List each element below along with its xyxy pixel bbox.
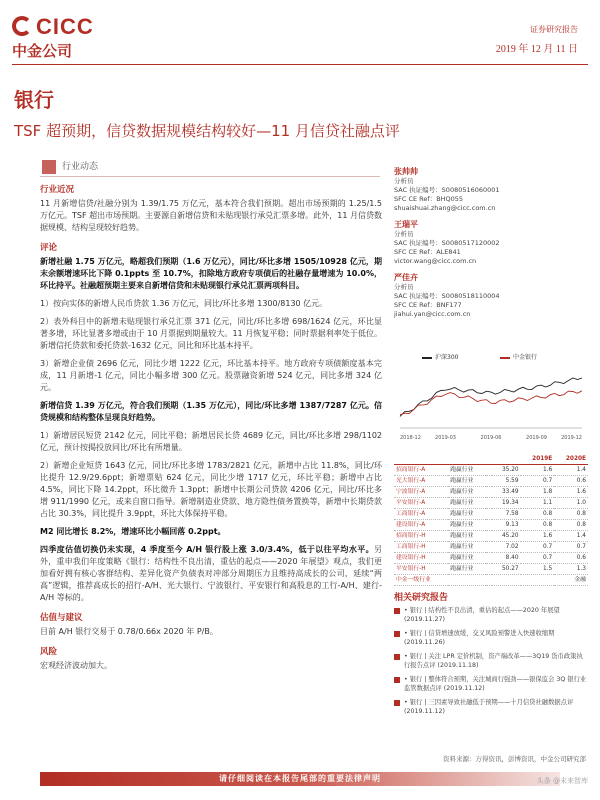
table-cell: 1.5 <box>521 564 555 575</box>
performance-chart <box>394 352 588 442</box>
paragraph: 宏观经济波动加大。 <box>40 661 112 670</box>
table-cell: 0.8 <box>554 509 588 520</box>
table-cell: 0.8 <box>554 520 588 531</box>
table-cell: 1.1 <box>521 498 555 509</box>
related-item[interactable]: • 银行 | 信贷增速放缓，交叉风险预警进入快速收缩期 (2019.11.26) <box>394 629 588 647</box>
analyst-sfc: SFC CE Ref：BNF177 <box>394 301 462 309</box>
analyst-email[interactable]: victor.wang@cicc.com.cn <box>394 257 477 265</box>
related-item[interactable]: • 银行 | 关注 LPR 定价机制，资产端改革——3Q19 货币政策执行报告点评 (2019.11.18) <box>394 652 588 670</box>
analyst-sac: SAC 执证编号：S0080518110004 <box>394 292 500 300</box>
footer-disclaimer: 请仔细阅读在本报告尾部的重要法律声明 <box>219 774 381 783</box>
table-cell: 1.6 <box>521 531 555 542</box>
table-cell: 建设银行-A <box>394 520 448 531</box>
table-cell: 金融 <box>554 575 588 586</box>
legend-swatch-icon <box>500 357 510 359</box>
table-row <box>394 553 588 564</box>
table-cell: 招商银行-A <box>394 465 448 476</box>
table-cell: 跑赢行业 <box>448 542 486 553</box>
table-header: 2020E <box>554 454 588 465</box>
table-cell: 1.0 <box>554 498 588 509</box>
table-cell: 跑赢行业 <box>448 465 486 476</box>
paragraph: 2）新增企业短贷 1643 亿元，同比/环比多增 1783/2821 亿元，新增中占比 11.8%，同比/环比提升 12.9/29.6ppt；新增票贴 624 亿元，同比少增 1717 亿元，环比平稳；新增中占比 4.5%，同比下降 14.2ppt，环比微升 1.3ppt；新增中长期公司贷款 4206 亿元，同比/环比多增 911/1990 亿元，或来自窗口指导。新增制造业贷款、地方隐性债务置换等，新增中长期贷款占比 30.3%，同比提升 3.9ppt，环比大体保持平稳。 <box>40 461 382 518</box>
analyst-panel <box>394 166 588 319</box>
analyst-name: 严佳卉 <box>394 273 418 282</box>
table-cell: 平安银行-A <box>394 498 448 509</box>
report-type: 证券研究报告 <box>530 25 578 34</box>
table-cell: 0.7 <box>554 542 588 553</box>
report-tag: 行业动态 <box>62 162 99 172</box>
section-heading-industry: 行业近况 <box>40 185 75 195</box>
x-tick-label: 2019-03 <box>435 435 456 441</box>
x-tick-label: 2019-12 <box>561 435 582 441</box>
paragraph: 1）按向实体的新增人民币贷款 1.36 万亿元，同比/环比多增 1300/8130 亿元。 <box>40 299 328 308</box>
table-row <box>394 575 588 586</box>
table-cell: 跑赢行业 <box>448 509 486 520</box>
paragraph-bold: 新增信贷 1.39 万亿元，符合我们预期（1.35 万亿元），同比/环比多增 1387/7287 亿元。信贷规模和结构整体呈现良好趋势。 <box>40 401 382 422</box>
cicc-logo <box>12 14 94 60</box>
analyst-email[interactable]: shuaishuai.zhang@cicc.com.cn <box>394 204 496 212</box>
paragraph-bold: 新增社融 1.75 万亿元，略超我们预期（1.6 万亿元），同比/环比多增 1505/10928 亿元，期末余额增速环比下降 0.1ppts 至 10.7%，扣除地方政府专项债后的社融存量增速为 10.0%，环比持平。社融超预期主要来自新增信贷和未贴现银行承兑汇票两项科目。 <box>40 257 382 290</box>
report-title: TSF 超预期，信贷数据规模结构较好—11 月信贷社融点评 <box>14 122 400 140</box>
header-divider <box>12 64 588 65</box>
table-cell: 跑赢行业 <box>448 564 486 575</box>
related-list <box>394 606 588 721</box>
table-cell: 0.8 <box>521 509 555 520</box>
x-tick-label: 2019-09 <box>526 435 547 441</box>
table-header: 2019E <box>521 454 555 465</box>
analyst-name: 张帅帅 <box>394 167 418 176</box>
x-tick-label: 2019-06 <box>480 435 502 441</box>
paragraph-bold: M2 同比增长 8.2%，增速环比小幅回落 0.2ppt。 <box>40 527 226 536</box>
table-cell: 跑赢行业 <box>448 487 486 498</box>
legend-swatch-icon <box>422 357 432 359</box>
analyst-sfc: SFC CE Ref：ALE841 <box>394 248 461 256</box>
analyst-role: 分析员 <box>394 283 414 291</box>
table-cell: 1.6 <box>554 487 588 498</box>
sector-title: 银行 <box>14 88 54 112</box>
table-row <box>394 520 588 531</box>
table-cell: 跑赢行业 <box>448 520 486 531</box>
paragraph: 2）表外科目中的新增未贴现银行承兑汇票 371 亿元，同比/环比多增 698/1624 亿元，环比显著多增，环比显著多增或由于 10 月票据到期量较大。11 月恢复平稳；同时票据利率处于低位。新增信托贷款和委托贷款-1632 亿元，同比和环比基本持平。 <box>40 317 382 350</box>
analyst-role: 分析员 <box>394 230 414 238</box>
section-heading-risk: 风险 <box>40 647 58 657</box>
table-cell: 7.02 <box>492 542 521 553</box>
logo-cn: 中金公司 <box>12 42 73 60</box>
table-row <box>394 564 588 575</box>
table-cell: 45.20 <box>492 531 521 542</box>
analyst-sac: SAC 执证编号：S0080517120002 <box>394 239 500 247</box>
table-header-row <box>394 454 588 465</box>
paragraph: 目前 A/H 银行交易于 0.78/0.66x 2020 年 P/B。 <box>40 627 218 636</box>
cicc-logo-mark-icon <box>12 16 32 36</box>
table-cell: 35.20 <box>492 465 521 476</box>
table-cell: 1.6 <box>521 465 555 476</box>
table-cell: 1.3 <box>554 564 588 575</box>
table-cell: 0.8 <box>521 520 555 531</box>
table-cell: 8.40 <box>492 553 521 564</box>
table-cell: 0.7 <box>521 476 555 487</box>
table-row <box>394 487 588 498</box>
table-cell: 跑赢行业 <box>448 498 486 509</box>
table-cell: 0.6 <box>554 553 588 564</box>
table-cell: 5.59 <box>492 476 521 487</box>
table-row <box>394 465 588 476</box>
tag-square-icon <box>42 160 56 174</box>
table-cell: 19.34 <box>492 498 521 509</box>
table-row <box>394 531 588 542</box>
paragraph <box>40 544 382 604</box>
table-cell: 0.7 <box>521 553 555 564</box>
report-date: 2019 年 12 月 11 日 <box>495 44 578 55</box>
table-row <box>394 476 588 487</box>
analyst-email[interactable]: jiahui.yan@cicc.com.cn <box>394 310 471 318</box>
related-title: 相关研究报告 <box>394 593 449 603</box>
tag-divider <box>40 176 380 177</box>
paragraph-rest: 另外，重申我们年度策略《银行：结构性不良出清，重估的起点——2020 年展望》观点，我们更加看好拥有核心客群结构、差异化资产负债表对冲部分周期压力且维持高成长的公司，延续“两高”逻辑，推荐高成长的招行-A/H、光大银行、宁波银行、平安银行和高股息的工行-A/H、建行-A/H 等标的。 <box>40 545 382 602</box>
table-cell: 9.13 <box>492 520 521 531</box>
paragraph: 3）新增企业债 2696 亿元，同比少增 1222 亿元，环比基本持平。地方政府专项债额度基本完成，11 月新增-1 亿元，同比小幅多增 300 亿元。股票融资新增 524 亿元，同比多增 324 亿元。 <box>40 359 382 392</box>
section-heading-comment: 评论 <box>40 243 58 253</box>
table-cell: 中金一级行业 <box>394 575 448 586</box>
table-cell: 跑赢行业 <box>448 531 486 542</box>
paragraph-lead: 四季度估值切换仍未实现，4 季度至今 A/H 银行股上涨 3.0/3.4%，低于以往平均水平。 <box>40 545 374 554</box>
table-row <box>394 498 588 509</box>
series-line-1 <box>400 378 582 416</box>
watermark: 头条 @未来智库 <box>536 777 588 785</box>
table-cell: 宁波银行-A <box>394 487 448 498</box>
paragraph: 1）新增居民短贷 2142 亿元，同比平稳；新增居民长贷 4689 亿元，同比/环比多增 298/1102 亿元，预计按揭投放同比/环比有所增量。 <box>40 431 382 452</box>
analyst-name: 王瑞平 <box>394 220 418 229</box>
table-cell: 建设银行-H <box>394 553 448 564</box>
table-cell: 0.6 <box>554 476 588 487</box>
legend-series-2 <box>500 352 537 361</box>
legend-label: 沪深300 <box>435 354 459 361</box>
table-cell <box>448 575 486 586</box>
analyst-sac: SAC 执证编号：S0080516060001 <box>394 186 500 194</box>
table-row <box>394 509 588 520</box>
body-text <box>40 184 382 678</box>
table-cell: 跑赢行业 <box>448 553 486 564</box>
related-item[interactable]: • 银行 | 整体符合预期，关注城商行强劲——银保监会 3Q 银行业监管数据点评 (2019.11.12) <box>394 675 588 693</box>
logo-en: CICC <box>36 14 94 39</box>
table-cell: 33.49 <box>492 487 521 498</box>
table-cell: 光大银行-A <box>394 476 448 487</box>
table-cell: 7.58 <box>492 509 521 520</box>
legend-label: 中金银行 <box>513 354 538 361</box>
table-header <box>448 454 486 465</box>
table-cell: 1.4 <box>554 465 588 476</box>
table-cell: 50.27 <box>492 564 521 575</box>
table-cell: 工商银行-H <box>394 542 448 553</box>
table-header <box>394 454 448 465</box>
table-cell: 招商银行-H <box>394 531 448 542</box>
legend-series-1 <box>422 352 458 361</box>
table-cell: 1.8 <box>521 487 555 498</box>
table-cell: 0.7 <box>521 542 555 553</box>
x-tick-label: 2018-12 <box>400 435 421 441</box>
table-cell: 跑赢行业 <box>448 476 486 487</box>
section-heading-valuation: 估值与建议 <box>40 613 83 623</box>
table-cell: 工商银行-A <box>394 509 448 520</box>
table-row <box>394 542 588 553</box>
table-cell: 平安银行-H <box>394 564 448 575</box>
rating-table <box>394 454 588 586</box>
table-cell <box>492 575 521 586</box>
table-cell: 1.4 <box>554 531 588 542</box>
related-item[interactable]: • 银行 | 三因素导致社融低于预期——十月信贷社融数据点评 (2019.11.12) <box>394 698 588 716</box>
table-header <box>492 454 521 465</box>
table-cell <box>521 575 555 586</box>
series-line-2 <box>400 391 582 415</box>
analyst-role: 分析员 <box>394 177 414 185</box>
source-note: 资料来源：万得资讯，彭博资讯，中金公司研究部 <box>443 755 586 763</box>
paragraph: 11 月新增信贷/社融分别为 1.39/1.75 万亿元，基本符合我们预期。超出市场预期的 1.25/1.5 万亿元。TSF 超出市场预期。主要源自新增信贷和未贴现银行承兑汇票多增。此外，11 月信贷数据规模、结构呈现较好趋势。 <box>40 199 382 232</box>
related-item[interactable]: • 银行 | 结构性不良出清，重估的起点——2020 年展望 (2019.11.27) <box>394 606 588 624</box>
analyst-sfc: SFC CE Ref：BHQ055 <box>394 195 464 203</box>
